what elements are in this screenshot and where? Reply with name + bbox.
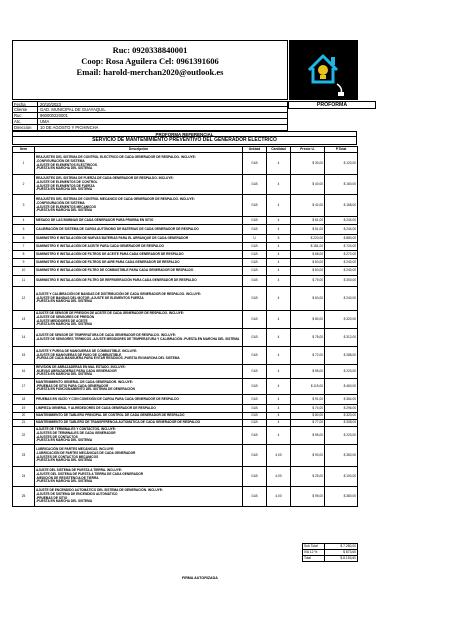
row-unit-price: $ 60,00 xyxy=(291,287,325,311)
row-description: SUMINISTRO E INSTALACIÓN DE FILTRO DE REFRIGERACIÓN PARA CADA GENERADOR DE RESPALDO xyxy=(35,276,243,287)
items-table xyxy=(12,146,358,507)
totals-table xyxy=(302,543,358,562)
row-unit: GLB xyxy=(243,405,267,413)
row-description: SUMINISTRO E INSTALACIÓN DE FILTROS DE AIRE PARA CADA GENERADOR DE RESPALDO xyxy=(35,259,243,267)
row-unit-price: $ 68,00 xyxy=(291,251,325,259)
row-item: 18 xyxy=(13,395,35,405)
row-description: MANTENIMIENTO DE TABLERO DE TRANSFERENCIA AUTOMÁTICA DE CADA GENERADOR DE RESPALDO xyxy=(35,420,243,427)
col-item: Item xyxy=(13,147,35,153)
row-total: $ 308,00 xyxy=(325,420,358,427)
table-row xyxy=(13,287,358,311)
row-quantity: 4 xyxy=(267,427,291,445)
row-description: REAJUSTES DEL SISTEMA DE FUERZA DE CADA GENERADOR DE RESPALDO. INCLUYE: -AJUSTE DE ELEMENTOS DE CONTROL -AJUSTE DE ELEMENTOS DE FUERZA -PUESTA EN MARCHA DEL SISTEMA xyxy=(35,175,243,195)
row-unit: GLB xyxy=(243,365,267,379)
doc-title-service: SERVICIO DE MANTENIMIENTO PREVENTIVO DEL GENERADOR ELECTRICO xyxy=(12,137,357,145)
table-row xyxy=(13,420,358,427)
row-unit: GLB xyxy=(243,329,267,347)
table-row xyxy=(13,267,358,276)
table-row xyxy=(13,235,358,243)
row-item: 15 xyxy=(13,347,35,365)
info-key: Ruc xyxy=(12,113,38,119)
row-item: 5 xyxy=(13,225,35,235)
table-row xyxy=(13,329,358,347)
table-row xyxy=(13,365,358,379)
row-unit: GLB xyxy=(243,217,267,225)
row-unit-price: $ 220,00 xyxy=(291,235,325,243)
table-row xyxy=(13,379,358,395)
company-coop: Coop: Rosa Aguilera Cel: 0961391606 xyxy=(81,56,219,66)
row-description: MANTENIMIENTO DE TABLERO PRINCIPAL DE CONTROL DE CADA GENERADOR DE RESPALDO xyxy=(35,413,243,420)
table-row xyxy=(13,347,358,365)
row-total: $ 300,00 xyxy=(325,276,358,287)
row-item: 21 xyxy=(13,420,35,427)
row-total: $ 272,00 xyxy=(325,251,358,259)
row-item: 6 xyxy=(13,235,35,243)
row-item: 7 xyxy=(13,243,35,251)
document-header xyxy=(12,40,442,100)
row-unit-price: $ 78,00 xyxy=(291,329,325,347)
row-unit-price: $ 90,00 xyxy=(291,445,325,467)
doc-title-referencial: PROFORMA REFERENCIAL xyxy=(12,131,357,137)
row-unit-price: $ 40,00 xyxy=(291,175,325,195)
table-row xyxy=(13,153,358,175)
info-value: UMA xyxy=(38,119,288,125)
row-quantity: 4 xyxy=(267,379,291,395)
row-description: AJUSTE DE TERMINALES Y CONTACTOS. INCLUYE: -AJUSTES DE TERMINALES DE CADA GENERADOR -AJUSTES DE CONTACTOS -PUESTA EN MARCHA DEL SISTEMA xyxy=(35,427,243,445)
row-quantity: 4 xyxy=(267,395,291,405)
row-unit: GLB xyxy=(243,395,267,405)
row-item: 19 xyxy=(13,405,35,413)
row-unit: GLB xyxy=(243,243,267,251)
row-unit: GLB xyxy=(243,420,267,427)
table-row xyxy=(13,175,358,195)
row-item: 2 xyxy=(13,175,35,195)
row-item: 1 xyxy=(13,153,35,175)
row-unit: GLB xyxy=(243,287,267,311)
table-row xyxy=(13,243,358,251)
row-total: $ 220,00 xyxy=(325,427,358,445)
row-quantity: 4,00 xyxy=(267,467,291,487)
row-quantity: 4 xyxy=(267,311,291,329)
row-total: $ 100,00 xyxy=(325,467,358,487)
info-key: Cliente xyxy=(12,107,38,113)
row-quantity: 5 xyxy=(267,235,291,243)
row-unit-price: $ 80,00 xyxy=(291,413,325,420)
info-key: Direccion xyxy=(12,125,38,131)
row-item: 11 xyxy=(13,276,35,287)
row-unit-price: $ 61,00 xyxy=(291,225,325,235)
table-row xyxy=(13,405,358,413)
row-unit: GLB xyxy=(243,379,267,395)
row-item: 22 xyxy=(13,427,35,445)
row-item: 24 xyxy=(13,467,35,487)
row-total: $ 244,00 xyxy=(325,217,358,225)
row-unit-price: $ 115,00 xyxy=(291,379,325,395)
row-item: 10 xyxy=(13,267,35,276)
row-total: $ 288,00 xyxy=(325,347,358,365)
row-quantity: 4 xyxy=(267,365,291,379)
row-total: $ 320,00 xyxy=(325,413,358,420)
row-description: LUBRICACIÓN DE PARTES MECÁNICAS. INCLUYE: -LUBRICACIÓN DE PARTES MECÁNICAS DE CADA GENERADOR -AJUSTES DE CONTACTOS MECANICOS -PUESTA EN MARCHA DEL SISTEMA xyxy=(35,445,243,467)
table-row xyxy=(13,311,358,329)
info-key: Fecha xyxy=(12,101,38,107)
row-total: $ 220,00 xyxy=(325,365,358,379)
row-description: REAJUSTES DEL SISTEMA DE CONTROL ELECTRICO DE CADA GENERADOR DE RESPALDO. INCLUYE: -CONFIGURACIÓN DE SISTEMA -AJUSTE DE ELEMENTOS ELÉCTRICOS -PUESTA EN MARCHA DEL SISTEMA xyxy=(35,153,243,175)
row-quantity: 4 xyxy=(267,347,291,365)
row-item: 23 xyxy=(13,445,35,467)
row-total: $ 360,00 xyxy=(325,445,358,467)
totals-row xyxy=(303,556,358,562)
row-unit-price: $ 55,00 xyxy=(291,365,325,379)
row-unit: GLB xyxy=(243,467,267,487)
table-row xyxy=(13,195,358,217)
row-description: SUMINISTRO E INSTALACIÓN DE FILTRO DE COMBUSTIBLE PARA CADA GENERADOR DE RESPALDO xyxy=(35,267,243,276)
row-unit: GLB xyxy=(243,195,267,217)
row-quantity: 4 xyxy=(267,225,291,235)
row-quantity: 4 xyxy=(267,153,291,175)
table-row xyxy=(13,251,358,259)
row-unit-price: $ 60,00 xyxy=(291,259,325,267)
row-total: $ 296,00 xyxy=(325,405,358,413)
row-quantity: 4 xyxy=(267,329,291,347)
row-quantity: 4 xyxy=(267,420,291,427)
row-quantity: 4 xyxy=(267,243,291,251)
row-item: 4 xyxy=(13,217,35,225)
table-body xyxy=(13,153,358,507)
col-precio-u: Precio U. xyxy=(291,147,325,153)
row-description: AJUSTE DE SENSOR DE PRESIÓN DE ACEITE DE CADA GENERADOR DE RESPALDO. INCLUYE: -AJUSTE DE SENSORES DE PRESIÓN -AJUSTE MEDIDORES DE ACEITE -PUESTA EN MARCHA DEL SISTEMA xyxy=(35,311,243,329)
row-description: LIMPIEZA GENERAL Y ALREDEDORES DE CADA GENERADOR DE RESPALDO xyxy=(35,405,243,413)
row-total: $ 380,00 xyxy=(325,487,358,507)
row-unit: GLB xyxy=(243,311,267,329)
row-total: $ 460,00 xyxy=(325,379,358,395)
row-total: $ 240,00 xyxy=(325,287,358,311)
row-unit-price: $ 95,00 xyxy=(291,487,325,507)
row-unit-price: $ 30,00 xyxy=(291,153,325,175)
row-quantity: 4 xyxy=(267,276,291,287)
row-unit: GLB xyxy=(243,267,267,276)
info-value: 960000220001 xyxy=(38,113,288,119)
table-row xyxy=(13,225,358,235)
row-unit: U xyxy=(243,235,267,243)
row-description: AJUSTE Y PURGA DE MANGUERAS DE COMBUSTIBLE. INCLUYE: -AJUSTE DE MANGUERAS DE PASO DE COMBUSTIBLE -PURGA DE CADA MANGUERA PARA EVITAR RESIDUOS -PUESTA EN MARCHA DEL SISTEMA xyxy=(35,347,243,365)
row-item: 16 xyxy=(13,365,35,379)
row-unit-price: $ 181,00 xyxy=(291,243,325,251)
totals-label: Sub Total xyxy=(303,544,325,550)
row-item: 20 xyxy=(13,413,35,420)
row-unit: GLB xyxy=(243,413,267,420)
row-quantity: 4 xyxy=(267,195,291,217)
company-logo xyxy=(289,40,358,100)
row-unit-price: $ 60,00 xyxy=(291,267,325,276)
row-total: $ 364,00 xyxy=(325,395,358,405)
company-email: Email: harold-merchan2020@outlook.es xyxy=(76,67,224,77)
row-unit-price: $ 55,00 xyxy=(291,427,325,445)
row-quantity: 4 xyxy=(267,413,291,420)
company-info-box xyxy=(12,40,288,100)
row-quantity: 4 xyxy=(267,287,291,311)
row-item: 12 xyxy=(13,287,35,311)
row-description: REVISIÓN DE ABRAZADERAS EN MAL ESTADO. INCLUYE: -NUEVAS ABRAZADERAS PARA CADA GENERADOR -PUESTA EN MARCHA DEL SISTEMA xyxy=(35,365,243,379)
totals-value: $ 7.280,00 xyxy=(325,544,358,550)
row-quantity: 4 xyxy=(267,405,291,413)
row-description: SUMINISTRO E INSTALACIÓN DE FILTROS DE ACEITE PARA CADA GENERADOR DE RESPALDO xyxy=(35,251,243,259)
row-description: AJUSTE DE SENSOR DE TEMPERATURA DE CADA GENERADOR DE RESPALDO. INCLUYE: -AJUSTE DE SENSORES TERMICOS -AJUSTE MEDIDORES DE TEMPERATURA Y CALIBRACIÓN -PUESTA EN MARCHA DEL SISTEMA xyxy=(35,329,243,347)
row-item: 14 xyxy=(13,329,35,347)
table-row xyxy=(13,395,358,405)
row-quantity: 4,00 xyxy=(267,445,291,467)
row-quantity: 4 xyxy=(267,259,291,267)
row-unit-price: $ 72,00 xyxy=(291,347,325,365)
row-description: CALIBRACIÓN DE SISTEMA DE CARGA AUTÓNOMO DE BATERIAS DE CADA GENERADOR DE RESPALDO xyxy=(35,225,243,235)
row-unit: GLB xyxy=(243,259,267,267)
row-unit: GLB xyxy=(243,225,267,235)
info-value: 10 DE AGOSTO Y PICHINCHA xyxy=(38,125,288,131)
col-descripcion: Descripción xyxy=(35,147,243,153)
row-description: MANTENIMIENTO GENERAL DE CADA GENERADOR. INCLUYE: -PRUEBAS DE SITIO PARA CADA GENERADOR -PUESTA EN FUNCIONAMIENTO DEL SISTEMA DE GENERACIÓN xyxy=(35,379,243,395)
row-unit-price: $ 61,00 xyxy=(291,217,325,225)
info-value: 20/10/2023 xyxy=(38,101,288,107)
row-quantity: 4 xyxy=(267,251,291,259)
row-unit: GLB xyxy=(243,175,267,195)
table-row xyxy=(13,217,358,225)
row-unit-price: $ 25,00 xyxy=(291,467,325,487)
row-item: 25 xyxy=(13,487,35,507)
row-description: PRUEBAS EN VACÍO Y CON CONEXIÓN DE CARGA PARA CADA GENERADOR DE RESPALDO xyxy=(35,395,243,405)
row-unit-price: $ 91,00 xyxy=(291,395,325,405)
row-unit: GLB xyxy=(243,445,267,467)
row-description: SUMINISTRO E INSTALACIÓN DE NUEVAS BATERIAS PARA EL ARRANQUE DE CADA GENERADOR xyxy=(35,235,243,243)
row-total: $ 240,00 xyxy=(325,259,358,267)
row-total: $ 120,00 xyxy=(325,153,358,175)
row-description: REAJUSTES DEL SISTEMA DE CONTROL MECANICO DE CADA GENERADOR DE RESPALDO. INCLUYE: -CONFIGURACIÓN DE SISTEMA -AJUSTE DE ELEMENTOS MECANICOS -PUESTA EN MARCHA DEL SISTEMA xyxy=(35,195,243,217)
row-item: 13 xyxy=(13,311,35,329)
table-row xyxy=(13,259,358,267)
row-unit-price: $ 77,00 xyxy=(291,420,325,427)
row-unit: GLB xyxy=(243,347,267,365)
row-total: $ 168,00 xyxy=(325,195,358,217)
company-ruc: Ruc: 0920338840001 xyxy=(112,45,188,55)
table-row xyxy=(13,445,358,467)
row-unit-price: $ 42,00 xyxy=(291,195,325,217)
row-unit: GLB xyxy=(243,251,267,259)
row-quantity: 4,00 xyxy=(267,487,291,507)
row-unit-price: $ 74,00 xyxy=(291,405,325,413)
row-unit-price: $ 80,00 xyxy=(291,311,325,329)
row-unit: GLB xyxy=(243,487,267,507)
row-total: $ 160,00 xyxy=(325,175,358,195)
totals-value: $ 8.153,60 xyxy=(325,556,358,562)
row-total: $ 724,00 xyxy=(325,243,358,251)
row-description: AJUSTE Y CALIBRACIÓN DE BANDAS DE DISTRIBUCIÓN DE CADA GENERADOR DE RESPALDO. INCLUYE: -AJUSTE DE BANDAS DEL MOTOR -AJUSTE DE ELEMENTOS FUERZA -PUESTA EN MARCHA DEL SISTEMA xyxy=(35,287,243,311)
row-quantity: 4 xyxy=(267,267,291,276)
row-unit: GLB xyxy=(243,427,267,445)
row-unit: GLB xyxy=(243,276,267,287)
row-quantity: 4 xyxy=(267,175,291,195)
table-row xyxy=(13,487,358,507)
row-total: $ 312,00 xyxy=(325,329,358,347)
client-info xyxy=(12,101,442,131)
totals-label: Total xyxy=(303,556,325,562)
row-total: $ 880,00 xyxy=(325,235,358,243)
col-cantidad: Cantidad xyxy=(267,147,291,153)
row-total: $ 240,00 xyxy=(325,267,358,276)
row-description: AJUSTE DE ENCENDIDO AUTOMÁTICO DEL SISTEMA DE GENERACIÓN. INCLUYE: -AJUSTE DE SISTEMA DE ENCENDIDO AUTOMÁTICO -PRUEBAS DE SITIO -PUESTA EN MARCHA DEL SISTEMA xyxy=(35,487,243,507)
row-item: 17 xyxy=(13,379,35,395)
totals-value: $ 873,60 xyxy=(325,550,358,556)
row-item: 8 xyxy=(13,251,35,259)
row-item: 3 xyxy=(13,195,35,217)
table-row xyxy=(13,427,358,445)
row-total: $ 320,00 xyxy=(325,311,358,329)
row-quantity: 4 xyxy=(267,217,291,225)
house-plug-icon xyxy=(289,40,358,100)
table-row xyxy=(13,413,358,420)
row-item: 9 xyxy=(13,259,35,267)
row-unit-price: $ 75,00 xyxy=(291,276,325,287)
row-description: MESADO DE LAS BOBINAS DE CADA GENERADOR PARA PRUEBA EN SITIO xyxy=(35,217,243,225)
row-description: AJUSTE DEL SISTEMA DE PUESTA A TIERRA. INCLUYE: -AJUSTE DEL SISTEMA DE PUESTA A TIERRA DE CADA GENERADOR -MEDICIÓN DE RESISTENCIA DE TIERRA -PUESTA EN MARCHA DEL SISTEMA xyxy=(35,467,243,487)
authorized-signature-label: FIRMA AUTORIZADA xyxy=(182,576,218,580)
totals-label: IVA 12 % xyxy=(303,550,325,556)
info-key: Atc. xyxy=(12,119,38,125)
col-p-total: P.Total xyxy=(325,147,358,153)
table-row xyxy=(13,276,358,287)
row-description: SUMINISTRO E INSTALACIÓN DE ACEITE PARA CADA GENERADOR DE RESPALDO xyxy=(35,243,243,251)
proforma-label: PROFORMA xyxy=(288,101,376,109)
col-unidad: Unidad xyxy=(243,147,267,153)
row-total: $ 244,00 xyxy=(325,225,358,235)
row-unit: GLB xyxy=(243,153,267,175)
info-value: GAD. MUNICIPAL DE GUAYAQUIL xyxy=(38,107,288,113)
table-row xyxy=(13,467,358,487)
